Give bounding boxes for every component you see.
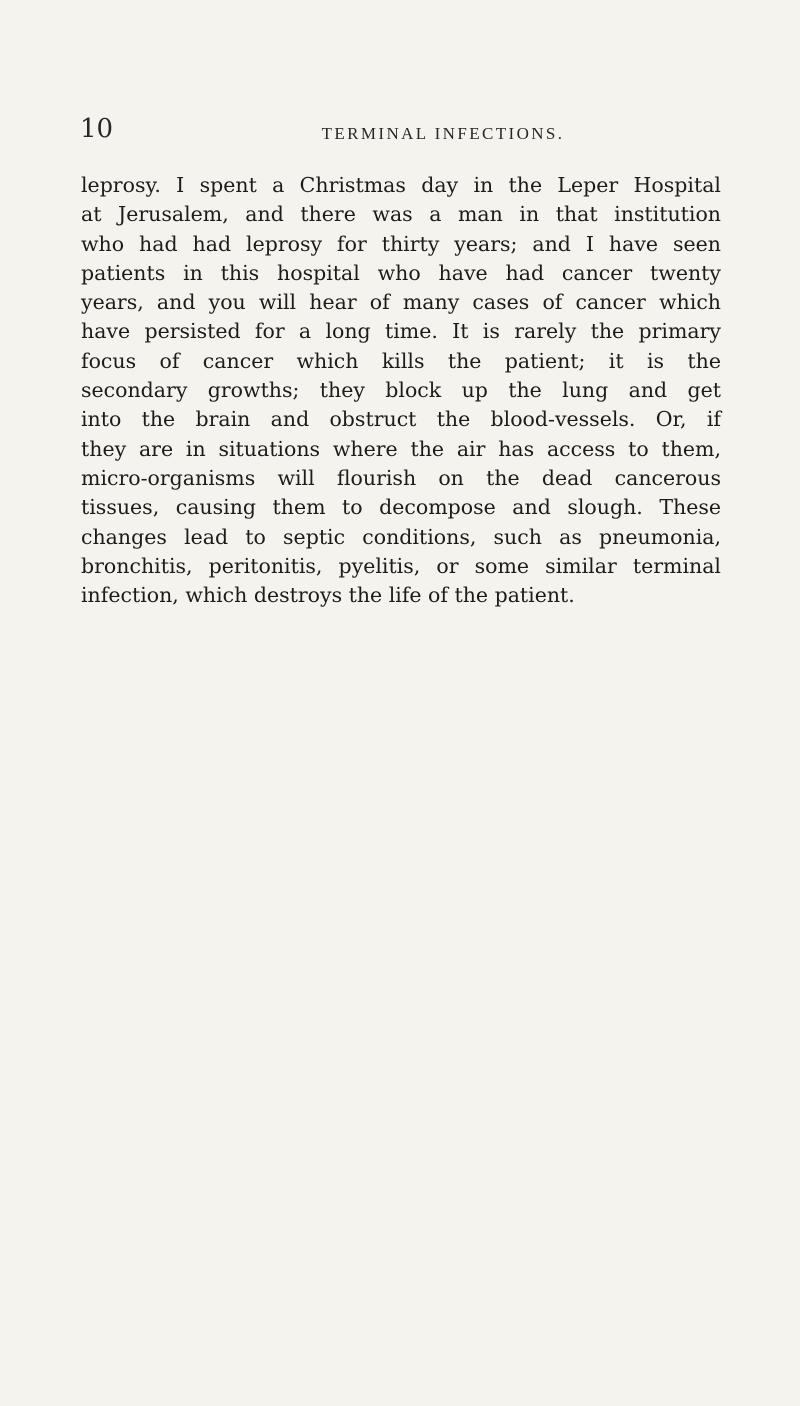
text-line: have persisted for a long time. It is rarely the primary	[81, 319, 721, 344]
text-line: into the brain and obstruct the blood-vessels. Or, if	[81, 407, 721, 432]
text-line: tissues, causing them to decompose and slough. These	[81, 495, 721, 520]
text-line: at Jerusalem, and there was a man in that institution	[81, 202, 721, 227]
text-line: they are in situations where the air has access to them,	[81, 436, 721, 461]
text-line: patients in this hospital who have had cancer twenty	[81, 260, 721, 285]
text-line: who had had leprosy for thirty years; and I have seen	[81, 231, 721, 256]
running-head: TERMINAL INFECTIONS.	[321, 124, 565, 143]
text-line: secondary growths; they block up the lung and get	[81, 378, 721, 403]
text-line: focus of cancer which kills the patient; it is the	[81, 348, 721, 373]
text-line: bronchitis, peritonitis, pyelitis, or some similar terminal	[81, 553, 721, 578]
text-line: leprosy. I spent a Christmas day in the Leper Hospital	[81, 173, 721, 197]
text-line: infection, which destroys the life of the patient.	[81, 583, 575, 608]
page-number: 10	[80, 114, 114, 144]
text-line: changes lead to septic conditions, such as pneumonia,	[81, 524, 721, 549]
text-line: years, and you will hear of many cases of cancer which	[81, 290, 721, 315]
body-paragraph	[81, 171, 721, 610]
text-line: micro-organisms will flourish on the dead cancerous	[81, 465, 721, 490]
